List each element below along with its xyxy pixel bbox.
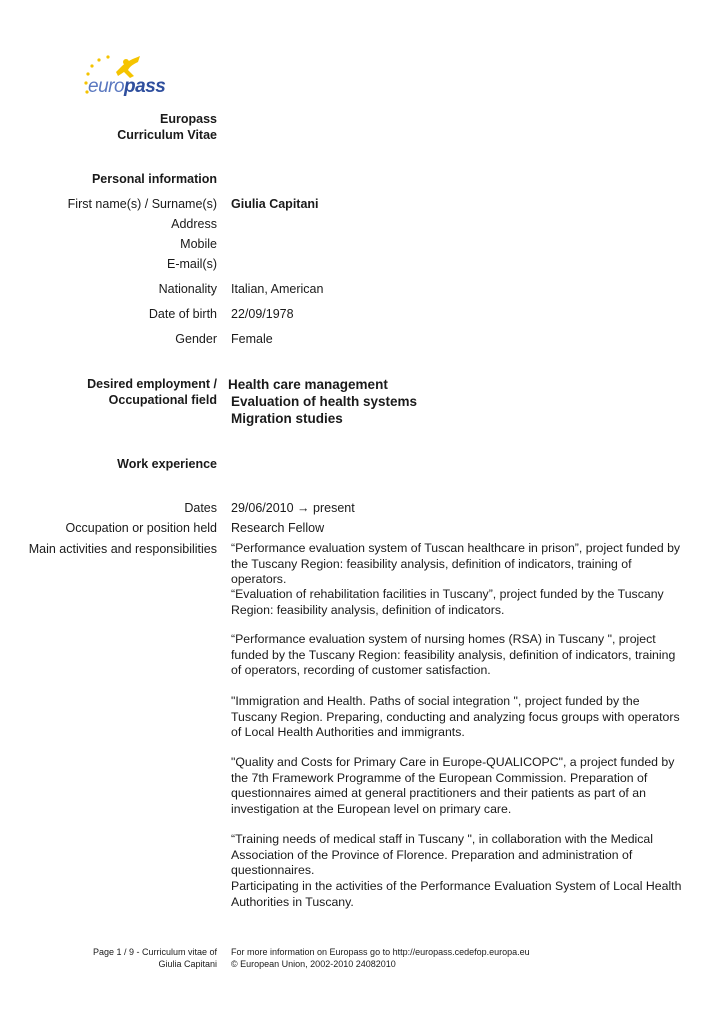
address-label: Address (171, 217, 217, 231)
title-line-2: Curriculum Vitae (117, 128, 217, 142)
footer-copyright (231, 946, 530, 970)
name-value: Giulia Capitani (231, 197, 319, 211)
footer-left-line-2: Giulia Capitani (158, 959, 217, 969)
desired-item: Evaluation of health systems (231, 394, 418, 409)
activity-paragraph: “Evaluation of rehabilitation facilities in Tuscany”, project funded by the Tuscany Region: feasibility analysis, definition of indicators. (231, 587, 664, 617)
logo-pass: pass (124, 76, 166, 97)
gender-label: Gender (175, 332, 217, 346)
nationality-value: Italian, American (231, 282, 324, 296)
footer-left-line-1: Page 1 / 9 - Curriculum vitae of (92, 947, 217, 957)
footer-right-line-1: For more information on Europass go to http://europass.cedefop.europa.eu (231, 947, 530, 957)
dates-value: 29/06/2010 → present (231, 501, 355, 515)
europass-logo-text (88, 76, 165, 98)
email-label: E-mail(s) (167, 257, 217, 271)
activity-paragraph: “Training needs of medical staff in Tuscany ", in collaboration with the Medical Association of the Province of Florence. Preparation and administration of questionnaires. (231, 832, 653, 877)
desired-employment-label (87, 376, 217, 408)
name-label: First name(s) / Surname(s) (67, 197, 217, 211)
activity-paragraph: "Immigration and Health. Paths of social integration ", project funded by the Tuscany Region. Preparing, conducting and analyzing focus groups with operators of Local Health Authorities and immigrants. (231, 694, 680, 739)
activity-paragraph: "Quality and Costs for Primary Care in Europe-QUALICOPC", a project funded by the 7th Framework Programme of the European Commission. Preparation of questionnaires aimed at general practitioners and their patients as part of an investigation at the European level on primary care. (231, 755, 675, 816)
desired-item: Migration studies (231, 411, 343, 426)
gender-value: Female (231, 332, 273, 346)
activity-paragraph: Participating in the activities of the Performance Evaluation System of Local Health Authorities in Tuscany. (231, 879, 682, 909)
desired-label-line-2: Occupational field (108, 393, 217, 407)
title-line-1: Europass (160, 112, 217, 126)
activities-label: Main activities and responsibilities (28, 542, 217, 556)
logo-euro: euro (88, 76, 125, 97)
desired-item: Health care management (228, 377, 388, 392)
occupation-value: Research Fellow (231, 521, 325, 535)
dob-value: 22/09/1978 (231, 307, 294, 321)
mobile-label: Mobile (180, 237, 217, 251)
dates-label: Dates (184, 501, 217, 515)
work-experience-heading: Work experience (117, 457, 217, 471)
occupation-label: Occupation or position held (65, 521, 217, 535)
dob-label: Date of birth (148, 307, 217, 321)
activity-paragraph: “Performance evaluation system of Tuscan healthcare in prison”, project funded by the Tuscany Region: feasibility analysis, definition of indicators, training of operators. (231, 541, 681, 586)
personal-info-heading: Personal information (91, 172, 217, 186)
nationality-label: Nationality (158, 282, 217, 296)
document-title (117, 111, 217, 143)
footer-page-info (93, 946, 217, 970)
footer-right-line-2: © European Union, 2002-2010 24082010 (231, 959, 396, 969)
activity-paragraph: “Performance evaluation system of nursing homes (RSA) in Tuscany ", project funded by the Tuscany Region: feasibility analysis, definition of indicators, training of operators, recording of customer satisfaction. (231, 632, 676, 677)
desired-label-line-1: Desired employment / (87, 377, 217, 391)
